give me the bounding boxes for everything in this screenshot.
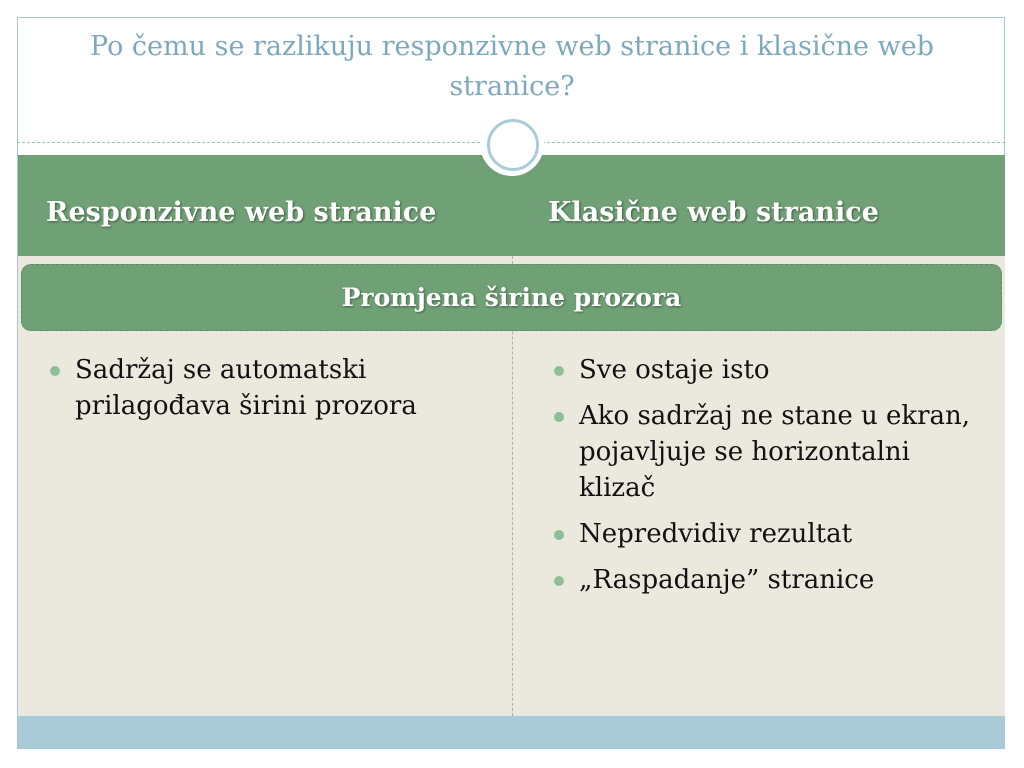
row-label: Promjena širine prozora <box>341 283 682 312</box>
column-header-responsive: Responzivne web stranice <box>46 197 437 228</box>
list-item <box>548 562 988 598</box>
bullet-dot-icon <box>554 576 564 586</box>
bullet-dot-icon <box>554 412 564 422</box>
list-item <box>548 516 988 552</box>
list-item <box>548 398 988 506</box>
bullet-dot-icon <box>554 530 564 540</box>
list-item <box>548 352 988 388</box>
list-item-text: Sadržaj se automatski prilagođava širini prozora <box>75 355 417 421</box>
list-item-text: „Raspadanje” stranice <box>579 565 875 595</box>
bullet-dot-icon <box>554 366 564 376</box>
slide-title: Po čemu se razlikuju responzivne web stranice i klasične web stranice? <box>90 31 934 102</box>
list-item-text: Sve ostaje isto <box>579 355 770 385</box>
bullet-dot-icon <box>50 366 60 376</box>
list-item-text: Ako sadržaj ne stane u ekran, pojavljuje se horizontalni klizač <box>579 401 971 503</box>
footer-band <box>18 716 1005 748</box>
responsive-bullet-list <box>44 352 489 434</box>
row-label-banner <box>21 264 1002 331</box>
list-item-text: Nepredvidiv rezultat <box>579 519 853 549</box>
list-item <box>44 352 489 424</box>
circle-ring-icon <box>487 119 539 171</box>
column-header-classic: Klasične web stranice <box>548 197 879 228</box>
classic-bullet-list <box>548 352 988 608</box>
